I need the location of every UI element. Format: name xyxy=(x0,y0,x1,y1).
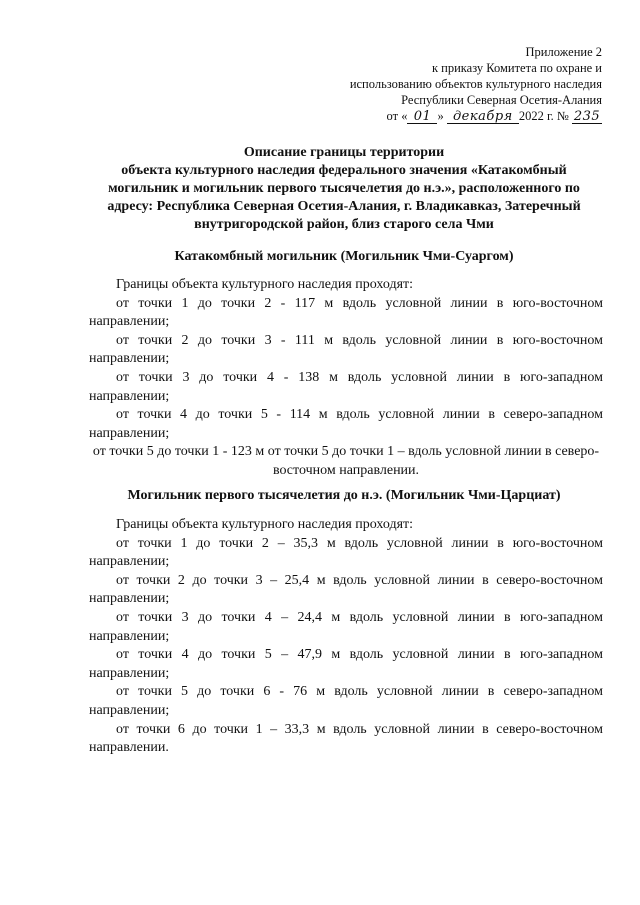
boundary-point-item: от точки 1 до точки 2 - 117 м вдоль условной линии в юго-восточном направлении; xyxy=(89,295,603,330)
boundary-point-item: от точки 5 до точки 6 - 76 м вдоль условной линии в северо-западном направлении; xyxy=(89,684,603,718)
order-number-handwritten: 235 xyxy=(573,109,601,124)
boundary-point-item: от точки 2 до точки 3 - 111 м вдоль условной линии в юго-восточном направлении; xyxy=(89,332,603,367)
title-line-3: могильник и могильник первого тысячелетия до н.э.», расположенного по xyxy=(108,181,580,196)
boundary-point-item: от точки 6 до точки 1 – 33,3 м вдоль условной линии в северо-восточном направлении. xyxy=(89,721,603,756)
date-month-handwritten: декабря xyxy=(447,110,519,124)
title-line-4: адресу: Республика Северная Осетия-Алания, г. Владикавказ, Затеречный xyxy=(107,199,581,214)
boundary-point-item: от точки 2 до точки 3 – 25,4 м вдоль условной линии в северо-восточном направлении; xyxy=(89,572,603,607)
date-year: 2022 г. № xyxy=(518,109,569,123)
date-day-handwritten: 01 xyxy=(407,110,437,124)
order-date-line xyxy=(272,108,602,124)
section-2-body xyxy=(89,516,603,758)
boundary-point-item: от точки 5 до точки 1 - 123 м от точки 5 до точки 1 – вдоль условной линии в северо-восточном направлении. xyxy=(92,444,600,478)
boundary-point-item: от точки 4 до точки 5 - 114 м вдоль условной линии в северо-западном направлении; xyxy=(89,407,603,441)
order-reference-line: к приказу Комитета по охране и xyxy=(431,61,602,75)
title-line-2: объекта культурного наследия федерального значения «Катакомбный xyxy=(121,163,567,178)
boundary-point-item: от точки 1 до точки 2 – 35,3 м вдоль условной линии в юго-восточном направлении; xyxy=(89,535,603,570)
document-title xyxy=(74,144,614,234)
boundary-point-item: от точки 3 до точки 4 – 24,4 м вдоль условной линии в юго-западном направлении; xyxy=(89,609,603,644)
section-1-body xyxy=(89,276,603,481)
date-prefix: от « xyxy=(386,109,408,123)
section-2-heading: Могильник первого тысячелетия до н.э. (Могильник Чми-Царциат) xyxy=(127,488,561,503)
appendix-label: Приложение 2 xyxy=(525,45,602,59)
appendix-header xyxy=(272,44,602,124)
committee-name-line: использованию объектов культурного наследия xyxy=(349,77,602,91)
republic-name-line: Республики Северная Осетия-Алания xyxy=(401,93,602,107)
title-line-5: внутригородской район, близ старого села Чми xyxy=(194,217,494,232)
boundary-point-item: от точки 3 до точки 4 - 138 м вдоль условной линии в юго-западном направлении; xyxy=(89,369,603,404)
title-line-1: Описание границы территории xyxy=(243,145,445,160)
section-1-intro: Границы объекта культурного наследия проходят: xyxy=(116,277,414,292)
boundary-point-item: от точки 4 до точки 5 – 47,9 м вдоль условной линии в юго-западном направлении; xyxy=(89,647,603,681)
date-separator: » xyxy=(437,109,444,123)
section-1-heading: Катакомбный могильник (Могильник Чми-Суаргом) xyxy=(174,249,514,264)
section-2-intro: Границы объекта культурного наследия проходят: xyxy=(116,517,414,532)
